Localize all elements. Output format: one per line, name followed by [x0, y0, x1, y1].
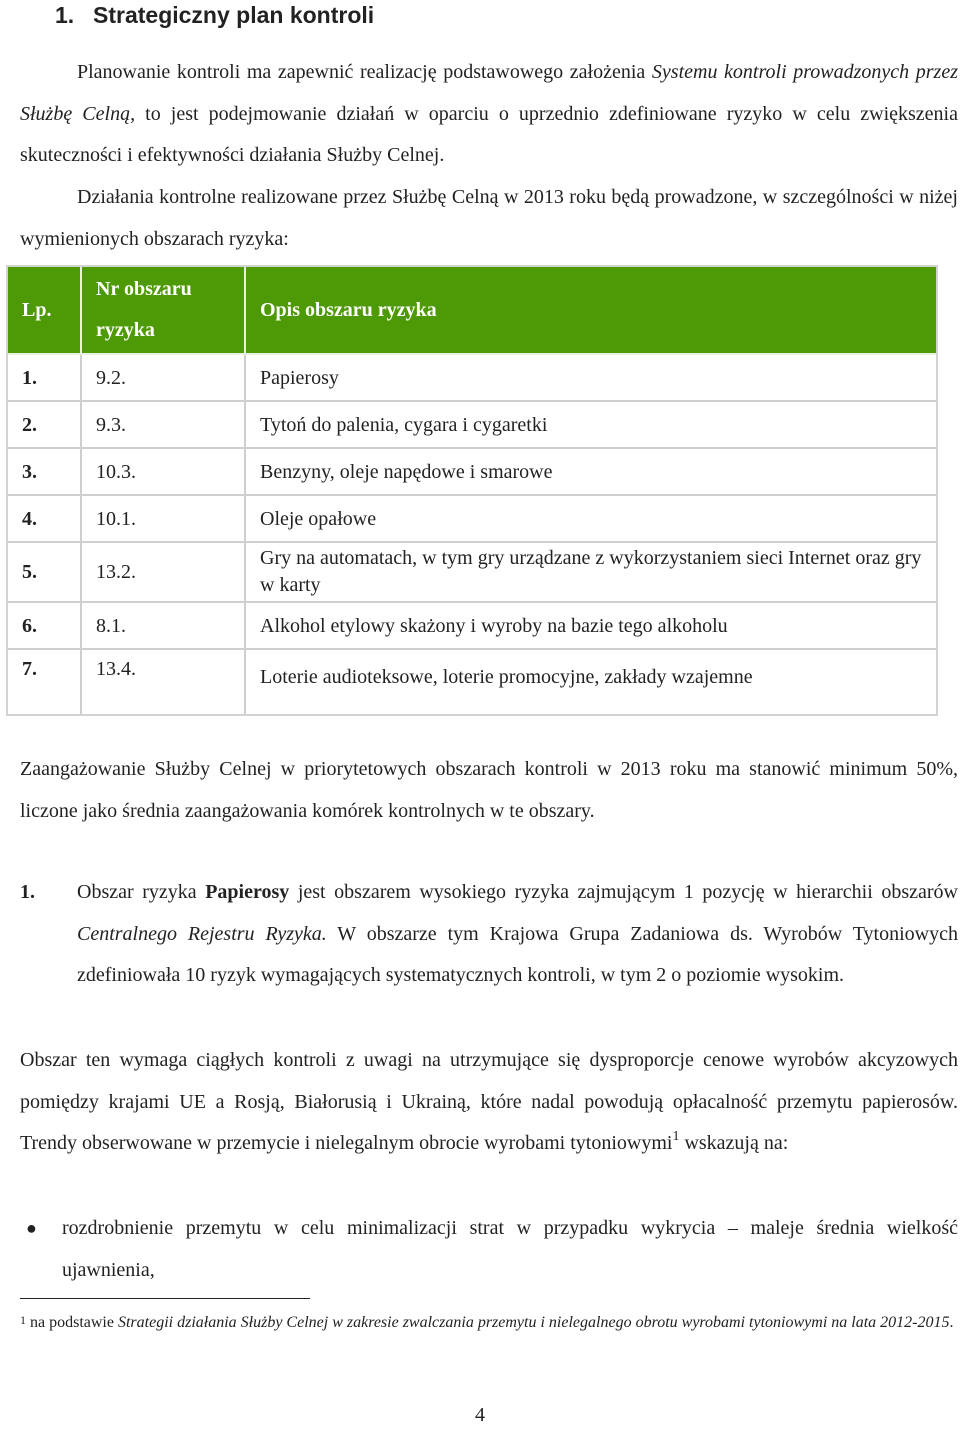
bullet-icon: ● [26, 1218, 37, 1238]
area-paragraph [20, 1040, 958, 1167]
row-nr: 13.4. [82, 650, 246, 714]
row-lp: 4. [8, 496, 82, 543]
row-lp: 7. [8, 650, 82, 714]
header-desc: Opis obszaru ryzyka [246, 267, 936, 355]
header-nr: Nr obszaru ryzyka [82, 267, 246, 355]
row-desc: Benzyny, oleje napędowe i smarowe [246, 449, 936, 496]
row-desc: Alkohol etylowy skażony i wyroby na bazie tego alkoholu [246, 603, 936, 650]
engagement-paragraph: Zaangażowanie Służby Celnej w priorytetowych obszarach kontroli w 2013 roku ma stanowić minimum 50%, liczone jako średnia zaangażowania komórek kontrolnych w te obszary. [20, 758, 958, 822]
table-row [8, 650, 936, 714]
section-number: 1. [55, 2, 75, 28]
row-desc: Loterie audioteksowe, loterie promocyjne, zakłady wzajemne [246, 650, 936, 714]
item-text-bold: Papierosy [205, 881, 290, 903]
intro-paragraph-2: Działania kontrolne realizowane przez Służbę Celną w 2013 roku będą prowadzone, w szczególności w niżej wymienionych obszarach ryzyka: [20, 186, 958, 250]
intro-text-a: Planowanie kontroli ma zapewnić realizację podstawowego założenia [77, 61, 652, 83]
row-lp: 6. [8, 603, 82, 650]
table-row [8, 355, 936, 402]
row-nr: 13.2. [82, 543, 246, 603]
numbered-item-1 [20, 872, 958, 997]
item-text-b: jest obszarem wysokiego ryzyka zajmującym 1 pozycję w hierarchii obszarów [289, 881, 958, 903]
footnote-text-italic: Strategii działania Służby Celnej w zakresie zwalczania przemytu i nielegalnego obrotu wyrobami tytoniowymi na lata 2012-2015 [117, 1314, 950, 1331]
item-text-a: Obszar ryzyka [77, 881, 206, 903]
section-title: Strategiczny plan kontroli [93, 2, 375, 28]
row-desc: Oleje opałowe [246, 496, 936, 543]
page-number: 4 [475, 1404, 485, 1426]
intro-paragraph-1 [20, 52, 958, 177]
item-text-c: W obszarze tym Krajowa Grupa Zadaniowa ds. Wyrobów Tytoniowych zdefiniowała 10 ryzyk wymagających systematycznych kontroli, w tym 2 o poziomie wysokim. [77, 922, 958, 986]
row-nr: 10.3. [82, 449, 246, 496]
intro-text-b: to jest podejmowanie działań w oparciu o uprzednio zdefiniowane ryzyko w celu zwiększenia skuteczności i efektywności działania Służby Celnej. [20, 102, 958, 166]
footnote-reference[interactable]: 1 [672, 1129, 680, 1144]
footnote-mark: 1 [20, 1313, 26, 1327]
item-text-italic: Centralnego Rejestru Ryzyka. [77, 922, 327, 945]
row-lp: 2. [8, 402, 82, 449]
risk-areas-table [6, 265, 938, 716]
row-lp: 1. [8, 355, 82, 402]
row-lp: 5. [8, 543, 82, 603]
item-text [77, 872, 958, 997]
bullet-item [20, 1208, 958, 1291]
bullet-text: rozdrobnienie przemytu w celu minimalizacji strat w przypadku wykrycia – maleje średnia wielkość ujawnienia, [62, 1217, 958, 1281]
row-lp: 3. [8, 449, 82, 496]
table-row [8, 603, 936, 650]
row-nr: 10.1. [82, 496, 246, 543]
row-desc: Gry na automatach, w tym gry urządzane z wykorzystaniem sieci Internet oraz gry w karty [246, 543, 936, 603]
table-row [8, 449, 936, 496]
footnote-text-a: na podstawie [26, 1314, 118, 1331]
row-desc: Tytoń do palenia, cygara i cygaretki [246, 402, 936, 449]
row-nr: 8.1. [82, 603, 246, 650]
row-nr: 9.3. [82, 402, 246, 449]
table-row [8, 543, 936, 603]
table-header-row [8, 267, 936, 355]
section-heading [55, 0, 374, 30]
item-number: 1. [20, 881, 35, 903]
header-lp: Lp. [8, 267, 82, 355]
table-row [8, 402, 936, 449]
footnote [20, 1312, 958, 1334]
row-nr: 9.2. [82, 355, 246, 402]
table-row [8, 496, 936, 543]
area-text-a: Obszar ten wymaga ciągłych kontroli z uwagi na utrzymujące się dysproporcje cenowe wyrobów akcyzowych pomiędzy krajami UE a Rosją, Białorusią i Ukrainą, które nadal powodują opłacalność przemytu papierosów. Trendy obserwowane w przemycie i nielegalnym obrocie wyrobami tytoniowymi [20, 1049, 958, 1154]
row-desc: Papierosy [246, 355, 936, 402]
intro-text-italic: Systemu kontroli prowadzonych przez Służbę Celną, [20, 61, 958, 125]
area-text-b: wskazują na: [679, 1132, 789, 1154]
footnote-text-b: . [949, 1314, 954, 1331]
footnote-separator [20, 1298, 310, 1299]
